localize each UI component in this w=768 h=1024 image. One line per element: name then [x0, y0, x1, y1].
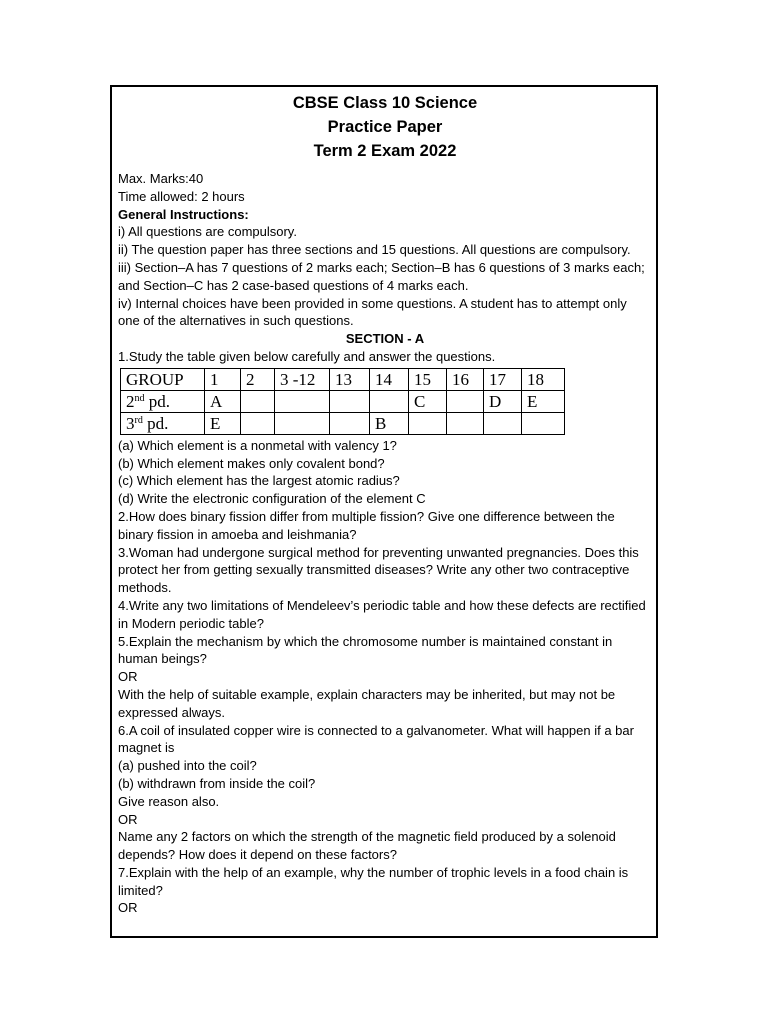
question-6-alternative: Name any 2 factors on which the strength of the magnetic field produced by a solenoid depends? How does it depend on these factors?	[118, 829, 616, 863]
periodic-table	[120, 368, 565, 435]
table-cell	[275, 412, 330, 434]
question-line: (a) Which element is a nonmetal with valency 1?	[118, 437, 397, 453]
question-line: (a) pushed into the coil?	[118, 758, 257, 774]
instruction-4: iv) Internal choices have been provided in some questions. A student has to attempt only one of the alternatives in such questions.	[118, 295, 627, 329]
question-line: Give reason also.	[118, 793, 220, 809]
instruction-2: ii) The question paper has three sections and 15 questions. All questions are compulsory.	[118, 242, 631, 258]
row-label-text: pd.	[142, 413, 169, 433]
or-separator: OR	[118, 669, 138, 685]
table-cell	[484, 412, 522, 434]
table-cell: D	[484, 390, 522, 412]
question-3: 3.Woman had undergone surgical method for preventing unwanted pregnancies. Does this protect her from getting sexually transmitted diseases? Write any other two contraceptive methods.	[118, 544, 639, 596]
table-cell: B	[370, 412, 409, 434]
row-label-number: 3	[126, 413, 135, 433]
question-line: (b) Which element makes only covalent bond?	[118, 455, 385, 471]
table-cell: 16	[447, 368, 484, 390]
table-cell: E	[522, 390, 565, 412]
table-cell	[370, 390, 409, 412]
table-cell	[275, 390, 330, 412]
page-frame	[110, 85, 658, 938]
question-1-intro: 1.Study the table given below carefully and answer the questions.	[118, 348, 496, 364]
question-6: 6.A coil of insulated copper wire is connected to a galvanometer. What will happen if a bar magnet is	[118, 722, 634, 756]
table-cell: E	[205, 412, 241, 434]
table-row-period-3	[121, 412, 565, 434]
section-a-heading: SECTION - A	[345, 331, 425, 347]
table-cell	[241, 412, 275, 434]
question-line: (c) Which element has the largest atomic radius?	[118, 473, 400, 489]
question-2: 2.How does binary fission differ from multiple fission? Give one difference between the binary fission in amoeba and leishmania?	[118, 508, 615, 542]
table-row-period-2	[121, 390, 565, 412]
table-cell: 1	[205, 368, 241, 390]
table-cell: 3 -12	[275, 368, 330, 390]
question-4: 4.Write any two limitations of Mendeleev’s periodic table and how these defects are rectified in Modern periodic table?	[118, 597, 646, 631]
title-line-3: Term 2 Exam 2022	[313, 142, 457, 160]
document-content	[118, 91, 652, 917]
question-7: 7.Explain with the help of an example, why the number of trophic levels in a food chain is limited?	[118, 864, 629, 898]
row-label-text: pd.	[144, 391, 170, 411]
table-cell: C	[409, 390, 447, 412]
instruction-3: iii) Section–A has 7 questions of 2 marks each; Section–B has 6 questions of 3 marks each; and Section–C has 2 case-based questions of 4 marks each.	[118, 259, 645, 293]
table-cell: GROUP	[121, 368, 205, 390]
table-cell: 17	[484, 368, 522, 390]
row-label-number: 2	[126, 391, 135, 411]
row-label-suffix: rd	[134, 414, 143, 426]
table-cell	[447, 412, 484, 434]
question-line: (d) Write the electronic configuration of the element C	[118, 491, 426, 507]
table-cell: 18	[522, 368, 565, 390]
table-cell	[330, 412, 370, 434]
row-label	[121, 390, 205, 412]
table-cell: 15	[409, 368, 447, 390]
instructions-heading: General Instructions:	[118, 206, 249, 222]
table-cell	[522, 412, 565, 434]
table-cell: A	[205, 390, 241, 412]
question-5-alternative: With the help of suitable example, explain characters may be inherited, but may not be expressed always.	[118, 686, 616, 720]
title-line-1: CBSE Class 10 Science	[292, 94, 478, 112]
table-header-row	[121, 368, 565, 390]
table-cell: 13	[330, 368, 370, 390]
table-cell	[409, 412, 447, 434]
time-allowed: Time allowed: 2 hours	[118, 188, 245, 204]
title-line-2: Practice Paper	[327, 118, 443, 136]
table-cell	[330, 390, 370, 412]
title-block	[118, 91, 652, 163]
question-5: 5.Explain the mechanism by which the chromosome number is maintained constant in human beings?	[118, 633, 613, 667]
question-line: (b) withdrawn from inside the coil?	[118, 775, 316, 791]
instruction-1: i) All questions are compulsory.	[118, 224, 297, 240]
table-cell: 2	[241, 368, 275, 390]
or-separator: OR	[118, 811, 138, 827]
row-label	[121, 412, 205, 434]
max-marks: Max. Marks:40	[118, 171, 204, 186]
or-separator: OR	[118, 900, 138, 916]
table-cell: 14	[370, 368, 409, 390]
table-cell	[241, 390, 275, 412]
table-cell	[447, 390, 484, 412]
row-label-suffix: nd	[134, 392, 145, 404]
